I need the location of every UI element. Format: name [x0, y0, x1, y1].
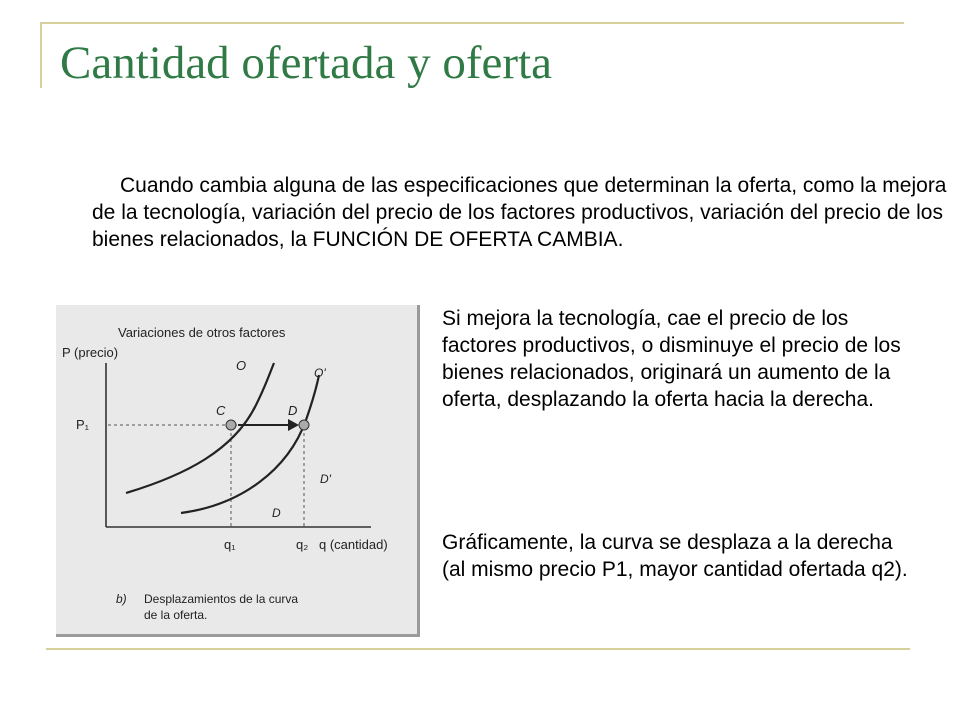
- caption-letter: b): [116, 592, 127, 606]
- point-c-marker: [226, 420, 236, 430]
- p1-tick-label: P₁: [76, 417, 90, 432]
- point-d-label: D: [288, 403, 298, 418]
- caption-line-1: Desplazamientos de la curva: [144, 592, 299, 606]
- y-axis-label: P (precio): [62, 345, 119, 360]
- intro-paragraph: Cuando cambia alguna de las especificaciones que determinan la oferta, como la mejora de la tecnología, variación del precio de los factores productivos, variación del precio de los bienes relacionados, la FUNCIÓN DE OFERTA CAMBIA.: [92, 174, 947, 251]
- slide-frame-bottom: [46, 648, 910, 650]
- supply-shift-diagram: [56, 305, 420, 637]
- curve-o-label: O: [236, 358, 247, 373]
- supply-shift-figure: [56, 305, 420, 637]
- q2-tick-label: q₂: [296, 537, 309, 552]
- point-d-marker: [299, 420, 309, 430]
- demand-d-label: D: [272, 506, 281, 520]
- slide-title: Cantidad ofertada y oferta: [60, 37, 552, 89]
- q1-tick-label: q₁: [224, 537, 236, 552]
- demand-d-prime-label: D': [320, 472, 331, 486]
- x-axis-label: q (cantidad): [319, 537, 388, 552]
- caption-line-2: de la oferta.: [144, 608, 208, 622]
- slide-frame-left: [40, 22, 42, 88]
- explanation-paragraph-2: Gráficamente, la curva se desplaza a la derecha (al mismo precio P1, mayor cantidad ofertada q2).: [442, 531, 908, 581]
- slide-frame-top: [40, 22, 904, 24]
- supply-curve-o-prime: [181, 375, 319, 513]
- curve-o-prime-label: O': [314, 366, 326, 380]
- supply-curve-o: [126, 363, 274, 493]
- point-c-label: C: [216, 403, 226, 418]
- shift-arrow-head: [288, 419, 299, 431]
- explanation-paragraph-1: Si mejora la tecnología, cae el precio de los factores productivos, o disminuye el precio de los bienes relacionados, originará un aumento de la oferta, desplazando la oferta hacia la derecha.: [442, 307, 901, 411]
- figure-header: Variaciones de otros factores: [118, 325, 286, 340]
